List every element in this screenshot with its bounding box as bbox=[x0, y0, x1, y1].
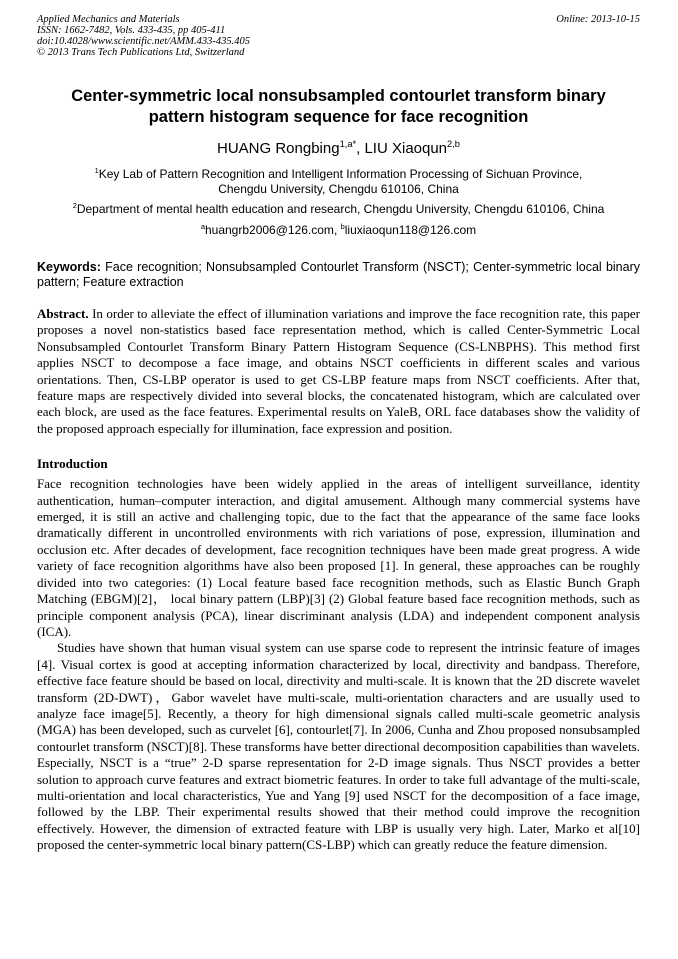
email-a: huangrb2006@126.com bbox=[204, 222, 334, 237]
journal-name: Applied Mechanics and Materials bbox=[37, 14, 180, 25]
affiliation-1 bbox=[37, 167, 640, 196]
affiliation-1-superscript: 1 bbox=[94, 166, 99, 175]
abstract-text: In order to alleviate the effect of illumination variations and improve the face recognition rate, this paper proposes a novel non-statistics based face representation method, which is called Center-Symmetric Local Nonsubsampled Contourlet Transform Binary Pattern Histogram Sequence (CS-LNBPHS). This method first applies NSCT to decompose a face image, and obtains NSCT coefficients in different scales and various orientations. Then, CS-LBP operator is used to get CS-LBP feature maps from NSCT coefficients. After that, feature maps are respectively divided into several blocks, the concatenated histogram, which are calculated over each block, are used as the face features. Experimental results on YaleB, ORL face databases show the validity of the proposed approach especially for illumination, face expression and position. bbox=[37, 306, 640, 436]
copyright-line: © 2013 Trans Tech Publications Ltd, Switzerland bbox=[37, 47, 245, 58]
journal-header bbox=[37, 14, 640, 58]
doi-line: doi:10.4028/www.scientific.net/AMM.433-435.405 bbox=[37, 36, 250, 47]
author-2-superscript: 2,b bbox=[447, 139, 460, 149]
paper-title: Center-symmetric local nonsubsampled contourlet transform binary pattern histogram sequence for face recognition bbox=[71, 87, 606, 126]
affiliation-1-line2: Chengdu University, Chengdu 610106, China bbox=[218, 181, 459, 196]
email-b: liuxiaoqun118@126.com bbox=[344, 222, 477, 237]
keywords-label: Keywords: bbox=[37, 260, 101, 274]
affiliation-2-text: Department of mental health education and research, Chengdu University, Chengdu 610106, China bbox=[76, 202, 605, 216]
introduction-paragraph-2: Studies have shown that human visual system can use sparse code to represent the intrinsic feature of images [4]. Visual cortex is good at accepting information characterized by local, directivity and bandpass. Therefore, effective face feature should be based on local, directivity and multi-scale. It is known that the 2D discrete wavelet transform (2D-DWT)，Gabor wavelet have multi-scale, multi-orientation characters and are usually used to analyze face image[5]. Recently, a theory for high dimensional signals called multi-scale geometric analysis (MGA) has been developed, such as curvelet [6], contourlet[7]. In 2006, Cunha and Zhou proposed nonsubsampled contourlet transform (NSCT)[8]. These transforms have better directional decomposition capabilities than wavelets. Especially, NSCT is a “true” 2-D sparse representation for 2-D image signals. Thus NSCT provides a better solution to approach curve features and extract biometric features. In order to take full advantage of the multi-scale, multi-orientation and local characteristics, Yue and Yang [9] used NSCT for the decomposition of a face image, followed by the LBP. Their experimental results showed that their method could improve the recognition effectively. However, the dimension of extracted feature with LBP is usually very high. Later, Marko et al[10] proposed the center-symmetric local binary pattern(CS-LBP) which can greatly reduce the feature dimension. bbox=[37, 640, 640, 853]
authors-line bbox=[37, 139, 640, 158]
emails-separator: , bbox=[333, 222, 341, 237]
affiliation-2-superscript: 2 bbox=[72, 201, 77, 210]
authors-separator: , bbox=[356, 140, 365, 157]
online-date: Online: 2013-10-15 bbox=[556, 14, 640, 25]
journal-header-left bbox=[37, 14, 250, 58]
keywords-text: Face recognition; Nonsubsampled Contourlet Transform (NSCT); Center-symmetric local binary pattern; Feature extraction bbox=[37, 260, 640, 289]
author-1-name: HUANG Rongbing bbox=[217, 140, 340, 157]
affiliation-2 bbox=[37, 202, 640, 217]
affiliation-1-line1: Key Lab of Pattern Recognition and Intelligent Information Processing of Sichuan Province, bbox=[98, 167, 583, 181]
abstract-block bbox=[37, 306, 640, 437]
emails-line bbox=[37, 223, 640, 238]
keywords-block bbox=[37, 260, 640, 289]
issn-line: ISSN: 1662-7482, Vols. 433-435, pp 405-411 bbox=[37, 25, 226, 36]
introduction-paragraph-1: Face recognition technologies have been widely applied in the areas of intelligent surveillance, identity authentication, human–computer interaction, and digital amusement. Although many commercial systems have emerged, it is still an active and challenging topic, due to the fact that the appearance of the same face looks dramatically different in uncontrolled environments with rich variations of pose, expression, illumination and occlusion etc. After decades of development, face recognition techniques have been made great progress. A wide variety of face recognition algorithms have also been proposed [1]. In general, these approaches can be roughly divided into two categories: (1) Local feature based face recognition methods, such as Elastic Bunch Graph Matching (EBGM)[2]， local binary pattern (LBP)[3] (2) Global feature based face recognition methods, such as principle component analysis (PCA), linear discriminant analysis (LDA) and independent component analysis (ICA). bbox=[37, 476, 640, 639]
section-heading-introduction: Introduction bbox=[37, 456, 108, 472]
email-a-superscript: a bbox=[200, 221, 205, 231]
author-1-superscript: 1,a* bbox=[339, 139, 357, 149]
email-b-superscript: b bbox=[340, 221, 345, 231]
author-2-name: LIU Xiaoqun bbox=[364, 140, 448, 157]
abstract-label: Abstract. bbox=[37, 306, 89, 321]
